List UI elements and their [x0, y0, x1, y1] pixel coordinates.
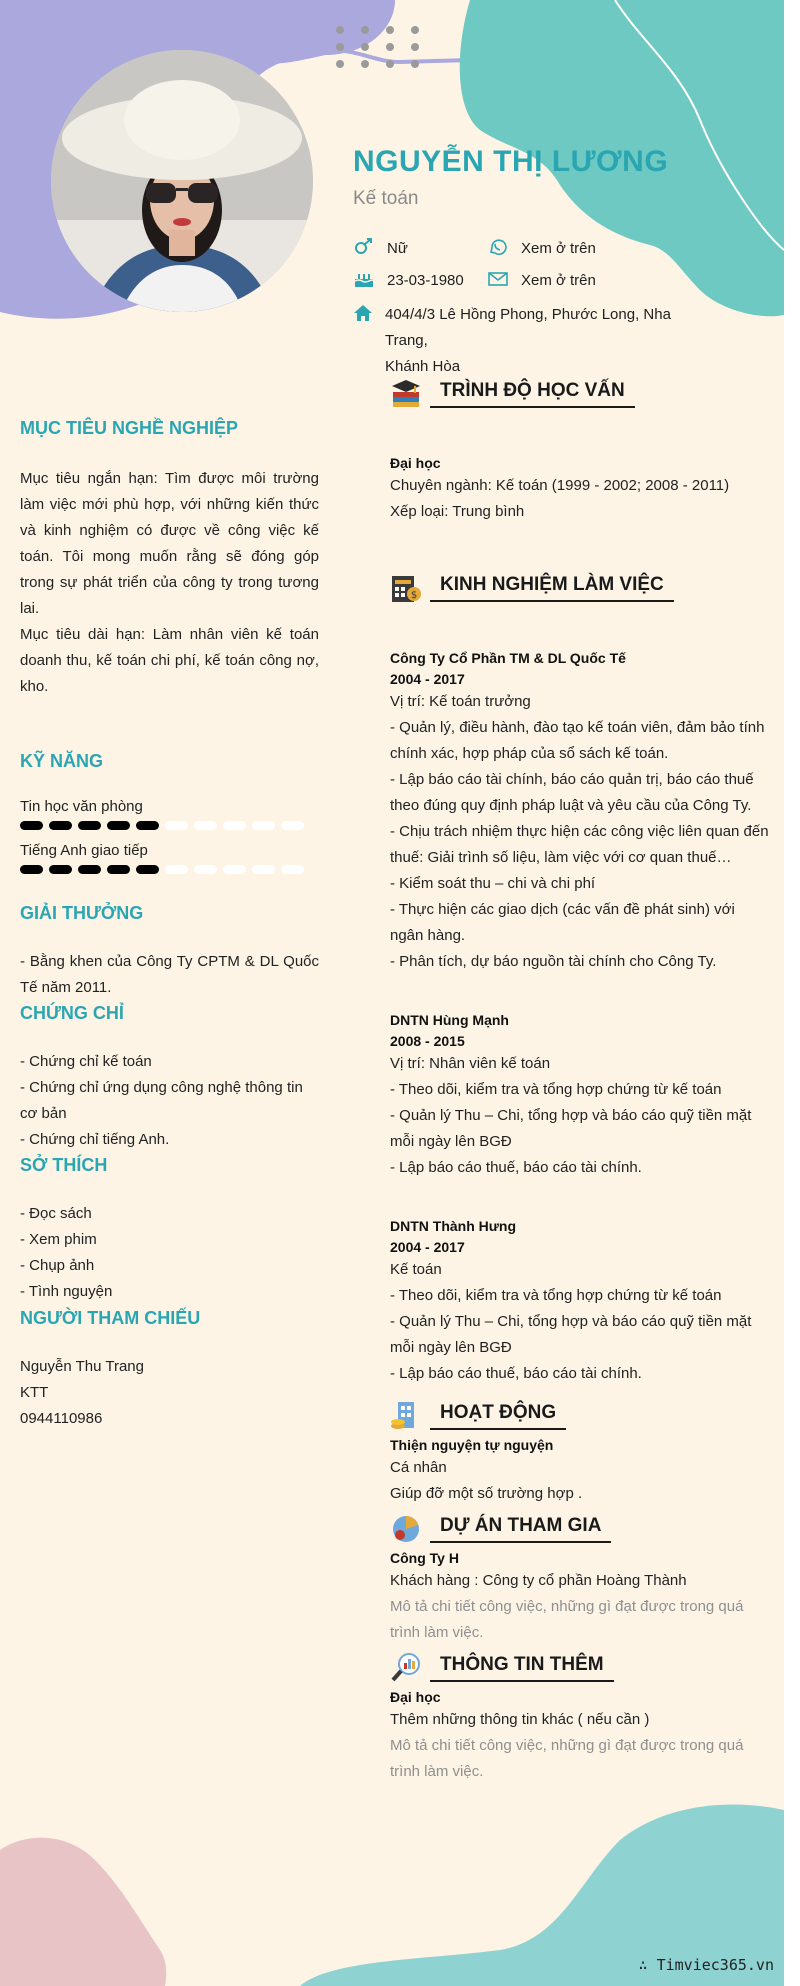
extra-line: Thêm những thông tin khác ( nếu cần )	[390, 1711, 650, 1728]
skill-item	[20, 798, 319, 830]
phone-row	[487, 238, 596, 257]
certificate-line: - Chứng chỉ ứng dụng công nghệ thông tin cơ bản	[20, 1079, 303, 1122]
job-company: DNTN Thành Hưng	[390, 1218, 517, 1234]
job-period: 2008 - 2015	[390, 1033, 465, 1049]
job-period: 2004 - 2017	[390, 1239, 465, 1255]
job-position: Vị trí: Kế toán trưởng	[390, 693, 531, 710]
skill-item	[20, 842, 319, 874]
gender-icon	[353, 238, 375, 256]
home-icon	[353, 304, 373, 322]
job-company: DNTN Hùng Mạnh	[390, 1012, 509, 1028]
job-duty: - Lập báo cáo tài chính, báo cáo quản trị, báo cáo thuế theo đúng quy định pháp luật và yêu cầu của Công Ty.	[390, 771, 754, 814]
watermark: ∴ Timviec365.vn	[638, 1956, 774, 1974]
extra-name: Đại học	[390, 1689, 441, 1705]
experience-job	[390, 1218, 772, 1387]
phone-value: Xem ở trên	[521, 240, 596, 257]
references-section	[20, 1308, 319, 1432]
phone-icon	[487, 238, 509, 256]
job-position: Vị trí: Nhân viên kế toán	[390, 1055, 551, 1072]
objective-title: MỤC TIÊU NGHỀ NGHIỆP	[20, 418, 239, 438]
experience-title: KINH NGHIỆM LÀM VIỆC	[430, 574, 674, 602]
job-duty: - Quản lý, điều hành, đào tạo kế toán viên, đảm bảo tính chính xác, hợp pháp của sổ sách kế toán.	[390, 719, 765, 762]
hobbies-title: SỞ THÍCH	[20, 1155, 108, 1175]
hobby-line: - Chụp ảnh	[20, 1257, 95, 1274]
job-duty: - Lập báo cáo thuế, báo cáo tài chính.	[390, 1365, 642, 1382]
projects-title: DỰ ÁN THAM GIA	[430, 1515, 611, 1543]
email-value: Xem ở trên	[521, 272, 596, 289]
reference-line: 0944110986	[20, 1410, 103, 1427]
job-duty: - Thực hiện các giao dịch (các vấn đề phát sinh) với ngân hàng.	[390, 901, 735, 944]
address-line-1: 404/4/3 Lê Hồng Phong, Phước Long, Nha Trang,	[385, 306, 671, 349]
job-duty: - Lập báo cáo thuế, báo cáo tài chính.	[390, 1159, 642, 1176]
activities-title: HOẠT ĐỘNG	[430, 1402, 566, 1430]
objective-section	[20, 418, 319, 700]
svg-text:$: $	[410, 590, 418, 601]
activity-name: Thiện nguyện tự nguyện	[390, 1437, 554, 1453]
job-duty: - Theo dõi, kiểm tra và tổng hợp chứng từ kế toán	[390, 1287, 722, 1304]
activity-role: Cá nhân	[390, 1459, 447, 1476]
hobby-line: - Tình nguyện	[20, 1283, 113, 1300]
gender-value: Nữ	[387, 240, 408, 257]
skills-section	[20, 751, 319, 874]
education-school: Đại học	[390, 455, 441, 471]
skills-title: KỸ NĂNG	[20, 751, 104, 771]
job-title: Kế toán	[353, 188, 419, 209]
reference-line: KTT	[20, 1384, 49, 1401]
job-duty: - Chịu trách nhiệm thực hiện các công việc liên quan đến thuế: Giải trình số liệu, làm việc với cơ quan thuế…	[390, 823, 769, 866]
job-position: Kế toán	[390, 1261, 442, 1278]
activity-desc: Giúp đỡ một số trường hợp .	[390, 1485, 583, 1502]
birthday-cake-icon	[353, 270, 375, 288]
project-name: Công Ty H	[390, 1550, 459, 1566]
objective-long-term: Mục tiêu dài hạn: Làm nhân viên kế toán doanh thu, kế toán chi phí, kế toán công nợ, kho.	[20, 626, 319, 695]
skill-rating	[20, 821, 319, 830]
experience-job	[390, 1012, 772, 1181]
projects-body	[390, 1550, 772, 1646]
education-major: Chuyên ngành: Kế toán (1999 - 2002; 2008 - 2011)	[390, 477, 730, 494]
job-duty: - Quản lý Thu – Chi, tổng hợp và báo cáo quỹ tiền mặt mỗi ngày lên BGĐ	[390, 1313, 752, 1356]
job-period: 2004 - 2017	[390, 671, 465, 687]
experience-job	[390, 650, 772, 975]
education-body	[390, 455, 772, 525]
certificate-line: - Chứng chỉ tiếng Anh.	[20, 1131, 170, 1148]
certificates-list	[20, 1049, 319, 1153]
extra-desc: Mô tả chi tiết công việc, những gì đạt được trong quá trình làm việc.	[390, 1737, 744, 1780]
skill-name: Tiếng Anh giao tiếp	[20, 842, 148, 859]
certificates-section	[20, 1003, 319, 1153]
awards-title: GIẢI THƯỞNG	[20, 903, 144, 923]
certificate-line: - Chứng chỉ kế toán	[20, 1053, 152, 1070]
hobby-line: - Đọc sách	[20, 1205, 92, 1222]
skill-name: Tin học văn phòng	[20, 798, 143, 815]
job-duty: - Phân tích, dự báo nguồn tài chính cho Công Ty.	[390, 953, 717, 970]
pink-blob-bottom	[0, 1838, 166, 1986]
project-client: Khách hàng : Công ty cổ phần Hoàng Thành	[390, 1572, 687, 1589]
references-title: NGƯỜI THAM CHIẾU	[20, 1308, 201, 1328]
certificates-title: CHỨNG CHỈ	[20, 1003, 124, 1023]
job-company: Công Ty Cổ Phần TM & DL Quốc Tế	[390, 650, 626, 666]
reference-line: Nguyễn Thu Trang	[20, 1358, 144, 1375]
hobbies-section	[20, 1155, 319, 1305]
award-line: - Bằng khen của Công Ty CPTM & DL Quốc Tế năm 2011.	[20, 953, 319, 996]
address-row	[353, 302, 713, 380]
education-grade: Xếp loại: Trung bình	[390, 503, 525, 520]
awards-section	[20, 903, 319, 1001]
magnifier-chart-icon	[390, 1652, 422, 1684]
extra-body	[390, 1689, 772, 1785]
books-icon	[390, 378, 422, 410]
briefcase-chart-icon	[390, 572, 422, 604]
activity-icon	[390, 1400, 422, 1432]
skill-rating	[20, 865, 319, 874]
job-duty: - Theo dõi, kiểm tra và tổng hợp chứng từ kế toán	[390, 1081, 722, 1098]
address-line-2: Khánh Hòa	[385, 358, 461, 375]
birthdate-value: 23-03-1980	[387, 272, 464, 289]
hobby-line: - Xem phim	[20, 1231, 97, 1248]
activities-body	[390, 1437, 772, 1507]
education-title: TRÌNH ĐỘ HỌC VẤN	[430, 380, 635, 408]
project-desc: Mô tả chi tiết công việc, những gì đạt được trong quá trình làm việc.	[390, 1598, 744, 1641]
profile-photo	[51, 50, 313, 312]
job-duty: - Quản lý Thu – Chi, tổng hợp và báo cáo quỹ tiền mặt mỗi ngày lên BGĐ	[390, 1107, 752, 1150]
extra-title: THÔNG TIN THÊM	[430, 1654, 614, 1682]
objective-short-term: Mục tiêu ngắn hạn: Tìm được môi trường làm việc mới phù hợp, với những kiến thức và kinh nghiệm có được về công việc kế toán. Tôi mong muốn rằng sẽ đóng góp trong sự phát triển của công ty trong tương lai.	[20, 470, 319, 617]
job-duty: - Kiểm soát thu – chi và chi phí	[390, 875, 596, 892]
project-icon	[390, 1513, 422, 1545]
email-row	[487, 270, 596, 289]
envelope-icon	[487, 270, 509, 288]
references-list	[20, 1354, 319, 1432]
hobbies-list	[20, 1201, 319, 1305]
gender-row	[353, 238, 408, 257]
birthdate-row	[353, 270, 464, 289]
candidate-name: NGUYỄN THỊ LƯƠNG	[353, 145, 669, 178]
